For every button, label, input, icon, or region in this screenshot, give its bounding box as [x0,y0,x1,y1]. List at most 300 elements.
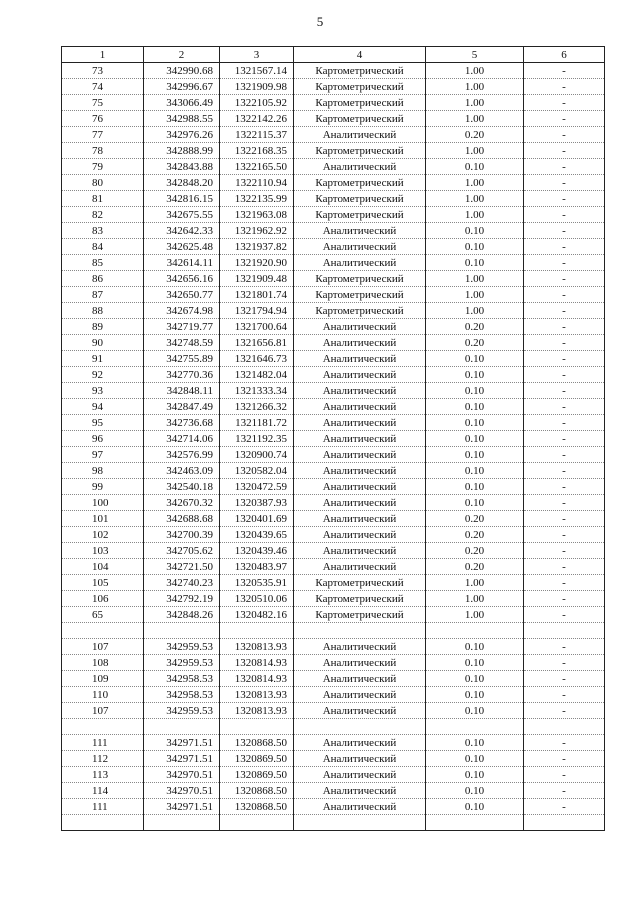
empty-cell [220,623,294,639]
table-cell: 1.00 [426,575,524,591]
table-cell: Аналитический [294,335,426,351]
table-cell: 1322165.50 [220,159,294,175]
table-row [62,239,605,255]
table-cell: Картометрический [294,175,426,191]
table-cell: 1.00 [426,591,524,607]
table-cell: - [524,319,605,335]
table-cell: Картометрический [294,575,426,591]
table-row [62,175,605,191]
table-cell: 101 [62,511,144,527]
empty-cell [524,623,605,639]
table-cell: 342714.06 [144,431,220,447]
table-cell: - [524,767,605,783]
table-cell: 342847.49 [144,399,220,415]
table-cell: 1321700.64 [220,319,294,335]
header-cell: 3 [220,47,294,63]
table-cell: 0.10 [426,671,524,687]
table-row [62,95,605,111]
table-cell: 0.20 [426,559,524,575]
table-cell: - [524,207,605,223]
table-cell: 73 [62,63,144,79]
header-cell: 5 [426,47,524,63]
table-cell: 342670.32 [144,495,220,511]
table-cell: 0.10 [426,223,524,239]
table-cell: 1320472.59 [220,479,294,495]
table-cell: 82 [62,207,144,223]
table-cell: Картометрический [294,143,426,159]
table-cell: 342755.89 [144,351,220,367]
table-cell: 92 [62,367,144,383]
table-cell: - [524,351,605,367]
table-cell: - [524,575,605,591]
table-row [62,767,605,783]
table-cell: Аналитический [294,223,426,239]
table-cell: Картометрический [294,111,426,127]
table-cell: 0.10 [426,463,524,479]
table-cell: 1321794.94 [220,303,294,319]
table-cell: 111 [62,799,144,815]
table-cell: - [524,687,605,703]
table-cell: 76 [62,111,144,127]
table-cell: 1.00 [426,175,524,191]
table-cell: 90 [62,335,144,351]
table-cell: 1320483.97 [220,559,294,575]
empty-cell [294,815,426,831]
table-cell: 342970.51 [144,783,220,799]
table-cell: Аналитический [294,703,426,719]
table-row [62,799,605,815]
table-cell: Аналитический [294,511,426,527]
table-cell: 0.10 [426,351,524,367]
table-cell: Аналитический [294,367,426,383]
table-cell: 0.10 [426,383,524,399]
table-cell: 1321656.81 [220,335,294,351]
table-cell: 0.10 [426,255,524,271]
table-cell: 342721.50 [144,559,220,575]
table-cell: 342976.26 [144,127,220,143]
table-row [62,543,605,559]
table-cell: 342719.77 [144,319,220,335]
table-cell: 342848.11 [144,383,220,399]
table-cell: Картометрический [294,287,426,303]
table-cell: 84 [62,239,144,255]
table-cell: - [524,191,605,207]
table-cell: 0.10 [426,639,524,655]
table-row [62,287,605,303]
table-cell: 342848.20 [144,175,220,191]
table-row [62,415,605,431]
table-cell: - [524,591,605,607]
table-cell: 0.10 [426,751,524,767]
table-cell: Картометрический [294,63,426,79]
table-cell: - [524,383,605,399]
empty-cell [426,623,524,639]
table-cell: 342971.51 [144,735,220,751]
table-cell: - [524,431,605,447]
table-row [62,191,605,207]
table-cell: 102 [62,527,144,543]
table-cell: Аналитический [294,399,426,415]
table-cell: 80 [62,175,144,191]
table-cell: 1.00 [426,207,524,223]
table-cell: 1320813.93 [220,639,294,655]
table-cell: Аналитический [294,351,426,367]
table-cell: 342770.36 [144,367,220,383]
table-cell: 342625.48 [144,239,220,255]
table-cell: 1321909.48 [220,271,294,287]
table-cell: - [524,255,605,271]
table-row [62,383,605,399]
table-cell: 97 [62,447,144,463]
table-cell: - [524,655,605,671]
table-cell: 342990.68 [144,63,220,79]
table-cell: Аналитический [294,687,426,703]
blank-separator-row [62,719,605,735]
table-cell: - [524,271,605,287]
table-cell: 105 [62,575,144,591]
table-cell: 342540.18 [144,479,220,495]
table-cell: Аналитический [294,767,426,783]
table-cell: 0.10 [426,655,524,671]
table-cell: 342642.33 [144,223,220,239]
table-cell: 342748.59 [144,335,220,351]
table-cell: Аналитический [294,463,426,479]
table-cell: 107 [62,703,144,719]
table-cell: - [524,95,605,111]
table-cell: - [524,559,605,575]
table-cell: 0.10 [426,767,524,783]
table-row [62,399,605,415]
table-cell: 342843.88 [144,159,220,175]
table-row [62,527,605,543]
table-cell: 0.10 [426,399,524,415]
table-cell: - [524,495,605,511]
table-row [62,143,605,159]
table-cell: 81 [62,191,144,207]
table-row [62,223,605,239]
table-cell: 89 [62,319,144,335]
table-cell: 1321962.92 [220,223,294,239]
table-cell: 342736.68 [144,415,220,431]
table-cell: 1320439.46 [220,543,294,559]
table-cell: 0.10 [426,431,524,447]
table-cell: 1.00 [426,95,524,111]
table-row [62,303,605,319]
table-cell: Картометрический [294,303,426,319]
table-cell: 1320869.50 [220,767,294,783]
table-row [62,255,605,271]
table-cell: - [524,751,605,767]
table-cell: 342705.62 [144,543,220,559]
table-row [62,687,605,703]
table-cell: 0.10 [426,783,524,799]
table-cell: 1321801.74 [220,287,294,303]
table-cell: - [524,511,605,527]
table-cell: Картометрический [294,79,426,95]
table-cell: - [524,143,605,159]
empty-cell [144,719,220,735]
empty-cell [426,719,524,735]
table-cell: 1320439.65 [220,527,294,543]
table-cell: 342650.77 [144,287,220,303]
table-cell: - [524,799,605,815]
table-cell: 0.10 [426,415,524,431]
table-cell: 342688.68 [144,511,220,527]
table-row [62,159,605,175]
table-cell: 110 [62,687,144,703]
table-cell: Аналитический [294,415,426,431]
table-row [62,431,605,447]
empty-cell [62,623,144,639]
empty-cell [294,719,426,735]
empty-cell [62,719,144,735]
table-cell: 113 [62,767,144,783]
table-cell: Аналитический [294,671,426,687]
header-cell: 4 [294,47,426,63]
table-cell: 1322115.37 [220,127,294,143]
table-cell: Аналитический [294,319,426,335]
table-cell: 1.00 [426,143,524,159]
table-cell: 1321333.34 [220,383,294,399]
table-cell: 0.10 [426,479,524,495]
table-cell: Картометрический [294,207,426,223]
table-cell: 0.20 [426,335,524,351]
table-cell: 342740.23 [144,575,220,591]
table-cell: Аналитический [294,751,426,767]
table-cell: 104 [62,559,144,575]
table-cell: 103 [62,543,144,559]
table-cell: - [524,735,605,751]
table-cell: 1321920.90 [220,255,294,271]
table-cell: - [524,303,605,319]
table-cell: 0.20 [426,319,524,335]
table-cell: - [524,463,605,479]
table-cell: 75 [62,95,144,111]
table-header-row [62,47,605,63]
table-cell: 95 [62,415,144,431]
table-cell: Картометрический [294,191,426,207]
table-cell: 0.10 [426,159,524,175]
table-cell: Аналитический [294,479,426,495]
table-cell: 1320868.50 [220,735,294,751]
table-cell: 1320401.69 [220,511,294,527]
table-cell: 99 [62,479,144,495]
table-cell: - [524,543,605,559]
table-cell: 342816.15 [144,191,220,207]
table-cell: 114 [62,783,144,799]
table-cell: 1321192.35 [220,431,294,447]
table-cell: Аналитический [294,383,426,399]
coordinates-table [61,46,605,831]
table-row [62,559,605,575]
table-cell: 1322135.99 [220,191,294,207]
table-row [62,63,605,79]
table-cell: 0.10 [426,703,524,719]
table-cell: 1320482.16 [220,607,294,623]
table-cell: 1320868.50 [220,799,294,815]
table-cell: - [524,703,605,719]
table-cell: Аналитический [294,735,426,751]
table-cell: 88 [62,303,144,319]
table-cell: - [524,127,605,143]
table-cell: 65 [62,607,144,623]
table-cell: 1321646.73 [220,351,294,367]
table-cell: 74 [62,79,144,95]
table-cell: 0.10 [426,735,524,751]
table-cell: Аналитический [294,255,426,271]
empty-cell [426,815,524,831]
table-cell: Картометрический [294,271,426,287]
table-row [62,671,605,687]
table-cell: 79 [62,159,144,175]
table-row [62,351,605,367]
table-row [62,127,605,143]
table-row [62,271,605,287]
table-cell: 342792.19 [144,591,220,607]
header-cell: 6 [524,47,605,63]
table-cell: 78 [62,143,144,159]
table-cell: Картометрический [294,591,426,607]
table-body [62,63,605,831]
table-cell: 342576.99 [144,447,220,463]
empty-cell [220,719,294,735]
table-cell: 1320814.93 [220,655,294,671]
table-cell: 1321567.14 [220,63,294,79]
table-cell: 342971.51 [144,751,220,767]
blank-separator-row [62,623,605,639]
table-cell: 1321482.04 [220,367,294,383]
empty-cell [144,815,220,831]
table-row [62,575,605,591]
table-cell: 93 [62,383,144,399]
table-cell: - [524,415,605,431]
table-cell: 342888.99 [144,143,220,159]
table-cell: Аналитический [294,799,426,815]
table-cell: - [524,223,605,239]
table-cell: 111 [62,735,144,751]
table-cell: - [524,239,605,255]
table-cell: - [524,111,605,127]
table-cell: 0.10 [426,799,524,815]
table-cell: 342848.26 [144,607,220,623]
table-row [62,655,605,671]
table-cell: 1321266.32 [220,399,294,415]
table-cell: 0.10 [426,687,524,703]
table-cell: 0.20 [426,543,524,559]
table-cell: 1320814.93 [220,671,294,687]
table-cell: 342463.09 [144,463,220,479]
table-cell: 343066.49 [144,95,220,111]
table-cell: 0.10 [426,367,524,383]
table-cell: 85 [62,255,144,271]
table-row [62,447,605,463]
table-cell: 96 [62,431,144,447]
table-cell: 1.00 [426,191,524,207]
page-number: 5 [316,14,324,29]
table-cell: Аналитический [294,527,426,543]
table-cell: 112 [62,751,144,767]
table-cell: 1321909.98 [220,79,294,95]
table-cell: Аналитический [294,447,426,463]
table-cell: 342614.11 [144,255,220,271]
table-cell: 1320813.93 [220,687,294,703]
empty-cell [144,623,220,639]
table-row [62,111,605,127]
table-cell: - [524,159,605,175]
table-cell: - [524,671,605,687]
table-cell: 1321963.08 [220,207,294,223]
table-cell: 342959.53 [144,703,220,719]
table-row [62,319,605,335]
table-cell: 1.00 [426,63,524,79]
table-cell: 1320813.93 [220,703,294,719]
table-cell: 94 [62,399,144,415]
table-cell: 342959.53 [144,655,220,671]
empty-cell [524,815,605,831]
table-cell: 1320582.04 [220,463,294,479]
table-cell: 1321181.72 [220,415,294,431]
table-cell: 342971.51 [144,799,220,815]
table-cell: 1320869.50 [220,751,294,767]
table-cell: 342988.55 [144,111,220,127]
table-cell: 1.00 [426,111,524,127]
table-cell: - [524,175,605,191]
table-cell: 1.00 [426,303,524,319]
table-cell: 98 [62,463,144,479]
table-cell: 342700.39 [144,527,220,543]
table-row [62,751,605,767]
table-cell: 342958.53 [144,671,220,687]
table-cell: 1320387.93 [220,495,294,511]
table-cell: 91 [62,351,144,367]
empty-cell [524,719,605,735]
table-row [62,607,605,623]
empty-cell [62,815,144,831]
table-cell: 0.10 [426,495,524,511]
table-row [62,735,605,751]
table-cell: Аналитический [294,159,426,175]
table-cell: - [524,367,605,383]
table-row [62,783,605,799]
table-cell: 83 [62,223,144,239]
table-row [62,207,605,223]
table-cell: - [524,399,605,415]
table-cell: 107 [62,639,144,655]
table-cell: 1322142.26 [220,111,294,127]
table-cell: Аналитический [294,783,426,799]
table-cell: - [524,607,605,623]
table-cell: 0.10 [426,447,524,463]
table-cell: 342996.67 [144,79,220,95]
table-cell: 342674.98 [144,303,220,319]
table-row [62,639,605,655]
table-cell: Аналитический [294,655,426,671]
table-cell: 342970.51 [144,767,220,783]
table-cell: 1320510.06 [220,591,294,607]
table-cell: - [524,447,605,463]
table-cell: 109 [62,671,144,687]
empty-cell [220,815,294,831]
table-cell: 100 [62,495,144,511]
table-row [62,463,605,479]
table-cell: 77 [62,127,144,143]
table-cell: 1.00 [426,607,524,623]
table-cell: 1.00 [426,79,524,95]
table-cell: 106 [62,591,144,607]
table-cell: Аналитический [294,559,426,575]
table-cell: 87 [62,287,144,303]
table-cell: 108 [62,655,144,671]
